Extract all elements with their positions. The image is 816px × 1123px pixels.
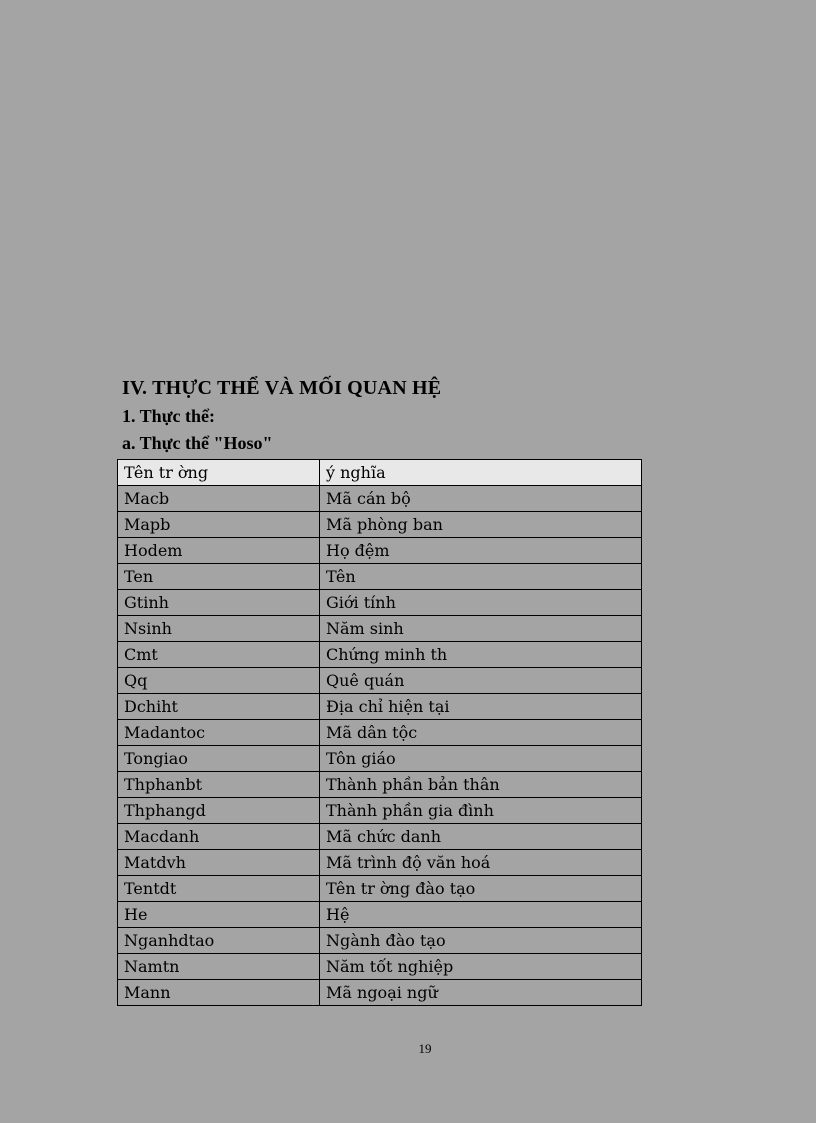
field-meaning-cell: Quê quán xyxy=(320,668,642,694)
table-row xyxy=(118,902,642,928)
field-meaning-cell: Tên tr ờng đào tạo xyxy=(320,876,642,902)
table-row xyxy=(118,720,642,746)
page-number: 19 xyxy=(418,1041,432,1056)
field-meaning-cell: Hệ xyxy=(320,902,642,928)
field-name-cell: Tentdt xyxy=(118,876,320,902)
field-meaning-cell: Mã dân tộc xyxy=(320,720,642,746)
field-name-cell: Hodem xyxy=(118,538,320,564)
field-name-cell: Cmt xyxy=(118,642,320,668)
field-name-cell: Macb xyxy=(118,486,320,512)
field-meaning-cell: Năm sinh xyxy=(320,616,642,642)
field-name-cell: He xyxy=(118,902,320,928)
table-row xyxy=(118,980,642,1006)
field-name-cell: Macdanh xyxy=(118,824,320,850)
table-row xyxy=(118,486,642,512)
table-row xyxy=(118,928,642,954)
entity-heading: a. Thực thể "Hoso" xyxy=(122,433,273,453)
table-row xyxy=(118,824,642,850)
field-meaning-cell: Năm tốt nghiệp xyxy=(320,954,642,980)
field-meaning-cell: Mã cán bộ xyxy=(320,486,642,512)
field-name-cell: Nsinh xyxy=(118,616,320,642)
table-row xyxy=(118,564,642,590)
field-meaning-cell: Mã ngoại ngữ xyxy=(320,980,642,1006)
field-name-cell: Tongiao xyxy=(118,746,320,772)
field-name-cell: Matdvh xyxy=(118,850,320,876)
table-row xyxy=(118,668,642,694)
field-name-cell: Qq xyxy=(118,668,320,694)
section-heading: IV. THỰC THỂ VÀ MỐI QUAN HỆ xyxy=(122,377,442,399)
field-name-cell: Thphangd xyxy=(118,798,320,824)
table-row xyxy=(118,954,642,980)
field-name-cell: Nganhdtao xyxy=(118,928,320,954)
field-meaning-cell: Thành phần bản thân xyxy=(320,772,642,798)
field-meaning-cell: Thành phần gia đình xyxy=(320,798,642,824)
column-header-field-name: Tên tr ờng xyxy=(118,460,320,486)
field-name-cell: Thphanbt xyxy=(118,772,320,798)
field-meaning-cell: Chứng minh th xyxy=(320,642,642,668)
field-meaning-cell: Mã phòng ban xyxy=(320,512,642,538)
field-meaning-cell: Tôn giáo xyxy=(320,746,642,772)
field-name-cell: Mann xyxy=(118,980,320,1006)
field-name-cell: Madantoc xyxy=(118,720,320,746)
field-name-cell: Namtn xyxy=(118,954,320,980)
table-row xyxy=(118,876,642,902)
field-meaning-cell: Địa chỉ hiện tại xyxy=(320,694,642,720)
table-row xyxy=(118,798,642,824)
table-row xyxy=(118,512,642,538)
field-name-cell: Gtinh xyxy=(118,590,320,616)
field-name-cell: Dchiht xyxy=(118,694,320,720)
field-meaning-cell: Họ đệm xyxy=(320,538,642,564)
field-meaning-cell: Giới tính xyxy=(320,590,642,616)
table-row xyxy=(118,746,642,772)
table-row xyxy=(118,694,642,720)
field-meaning-cell: Ngành đào tạo xyxy=(320,928,642,954)
field-meaning-cell: Mã trình độ văn hoá xyxy=(320,850,642,876)
table-row xyxy=(118,642,642,668)
field-name-cell: Ten xyxy=(118,564,320,590)
table-row xyxy=(118,850,642,876)
field-table xyxy=(117,459,642,1006)
field-meaning-cell: Mã chức danh xyxy=(320,824,642,850)
table-row xyxy=(118,772,642,798)
table-row xyxy=(118,590,642,616)
subsection-heading: 1. Thực thể: xyxy=(122,406,215,426)
table-header-row xyxy=(118,460,642,486)
field-meaning-cell: Tên xyxy=(320,564,642,590)
table-row xyxy=(118,538,642,564)
table-row xyxy=(118,616,642,642)
column-header-meaning: ý nghĩa xyxy=(320,460,642,486)
field-name-cell: Mapb xyxy=(118,512,320,538)
